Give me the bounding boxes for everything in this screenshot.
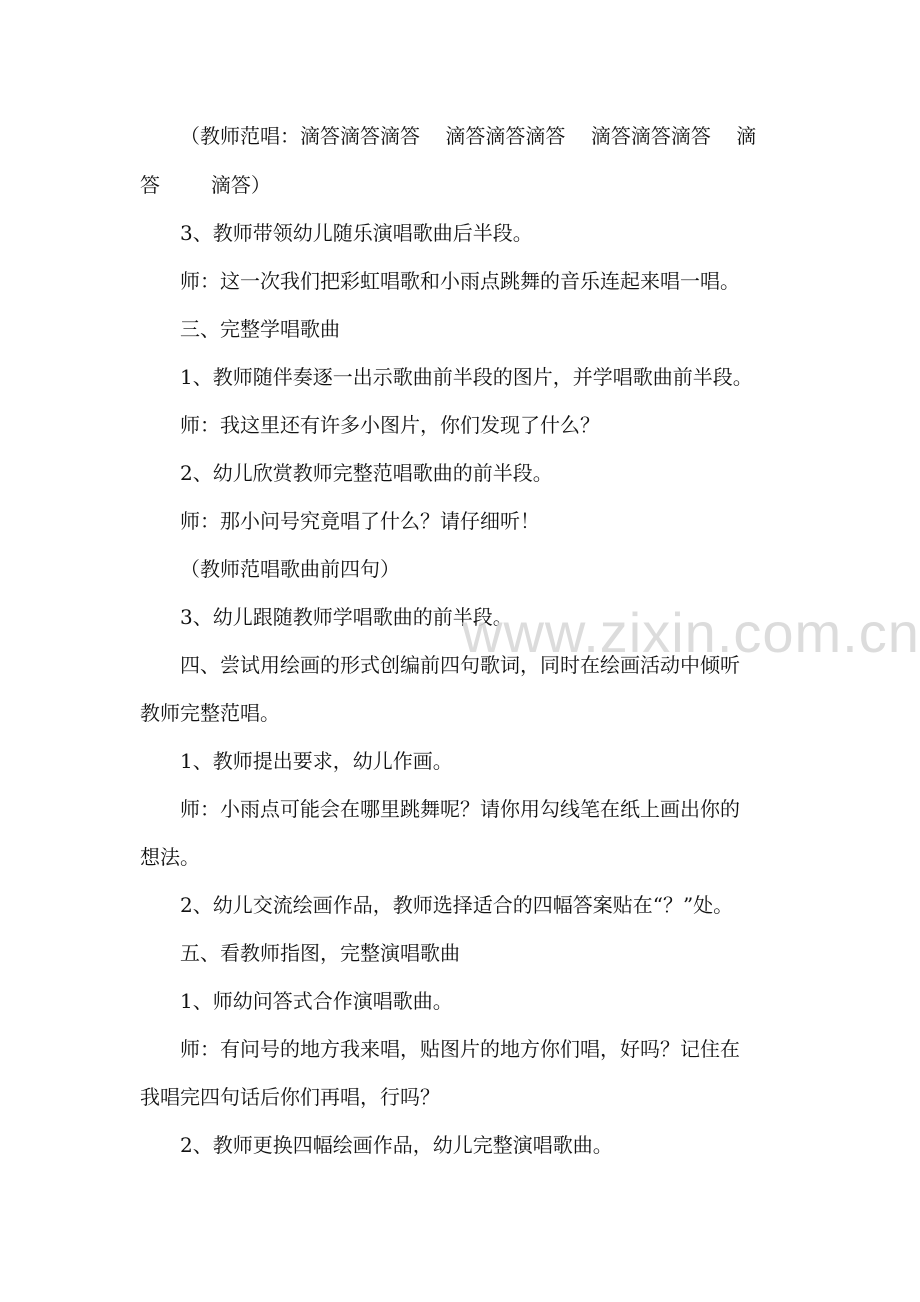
paragraph-line: 师：有问号的地方我来唱，贴图片的地方你们唱，好吗？记住在	[180, 1037, 740, 1061]
paragraph-line: 1、教师提出要求，幼儿作画。	[180, 749, 453, 773]
paragraph-line: 2、幼儿欣赏教师完整范唱歌曲的前半段。	[180, 461, 553, 485]
paragraph-line: 1、师幼问答式合作演唱歌曲。	[180, 989, 453, 1013]
section-heading: 四、尝试用绘画的形式创编前四句歌词，同时在绘画活动中倾听	[180, 653, 740, 677]
paragraph-line: 想法。	[140, 845, 200, 869]
watermark: www.zixin.com.cn	[462, 601, 920, 664]
section-heading: 三、完整学唱歌曲	[180, 317, 340, 341]
paragraph-line: （教师范唱：滴答滴答滴答 滴答滴答滴答 滴答滴答滴答 滴	[180, 124, 757, 148]
paragraph-line: 教师完整范唱。	[140, 701, 280, 725]
paragraph-line: 师：这一次我们把彩虹唱歌和小雨点跳舞的音乐连起来唱一唱。	[180, 269, 740, 293]
paragraph-line: 2、幼儿交流绘画作品，教师选择适合的四幅答案贴在“？”处。	[180, 893, 734, 917]
paragraph-line: 答 滴答）	[140, 173, 271, 197]
paragraph-line: 3、教师带领幼儿随乐演唱歌曲后半段。	[180, 221, 533, 245]
paragraph-line: 我唱完四句话后你们再唱，行吗？	[140, 1085, 440, 1109]
paragraph-line: 2、教师更换四幅绘画作品，幼儿完整演唱歌曲。	[180, 1133, 613, 1157]
paragraph-line: 师：我这里还有许多小图片，你们发现了什么？	[180, 413, 600, 437]
paragraph-line: 师：那小问号究竟唱了什么？请仔细听！	[180, 509, 540, 533]
section-heading: 五、看教师指图，完整演唱歌曲	[180, 941, 460, 965]
paragraph-line: 师：小雨点可能会在哪里跳舞呢？请你用勾线笔在纸上画出你的	[180, 797, 740, 821]
paragraph-line: （教师范唱歌曲前四句）	[180, 557, 400, 581]
paragraph-line: 1、教师随伴奏逐一出示歌曲前半段的图片，并学唱歌曲前半段。	[180, 365, 753, 389]
paragraph-line: 3、幼儿跟随教师学唱歌曲的前半段。	[180, 605, 513, 629]
